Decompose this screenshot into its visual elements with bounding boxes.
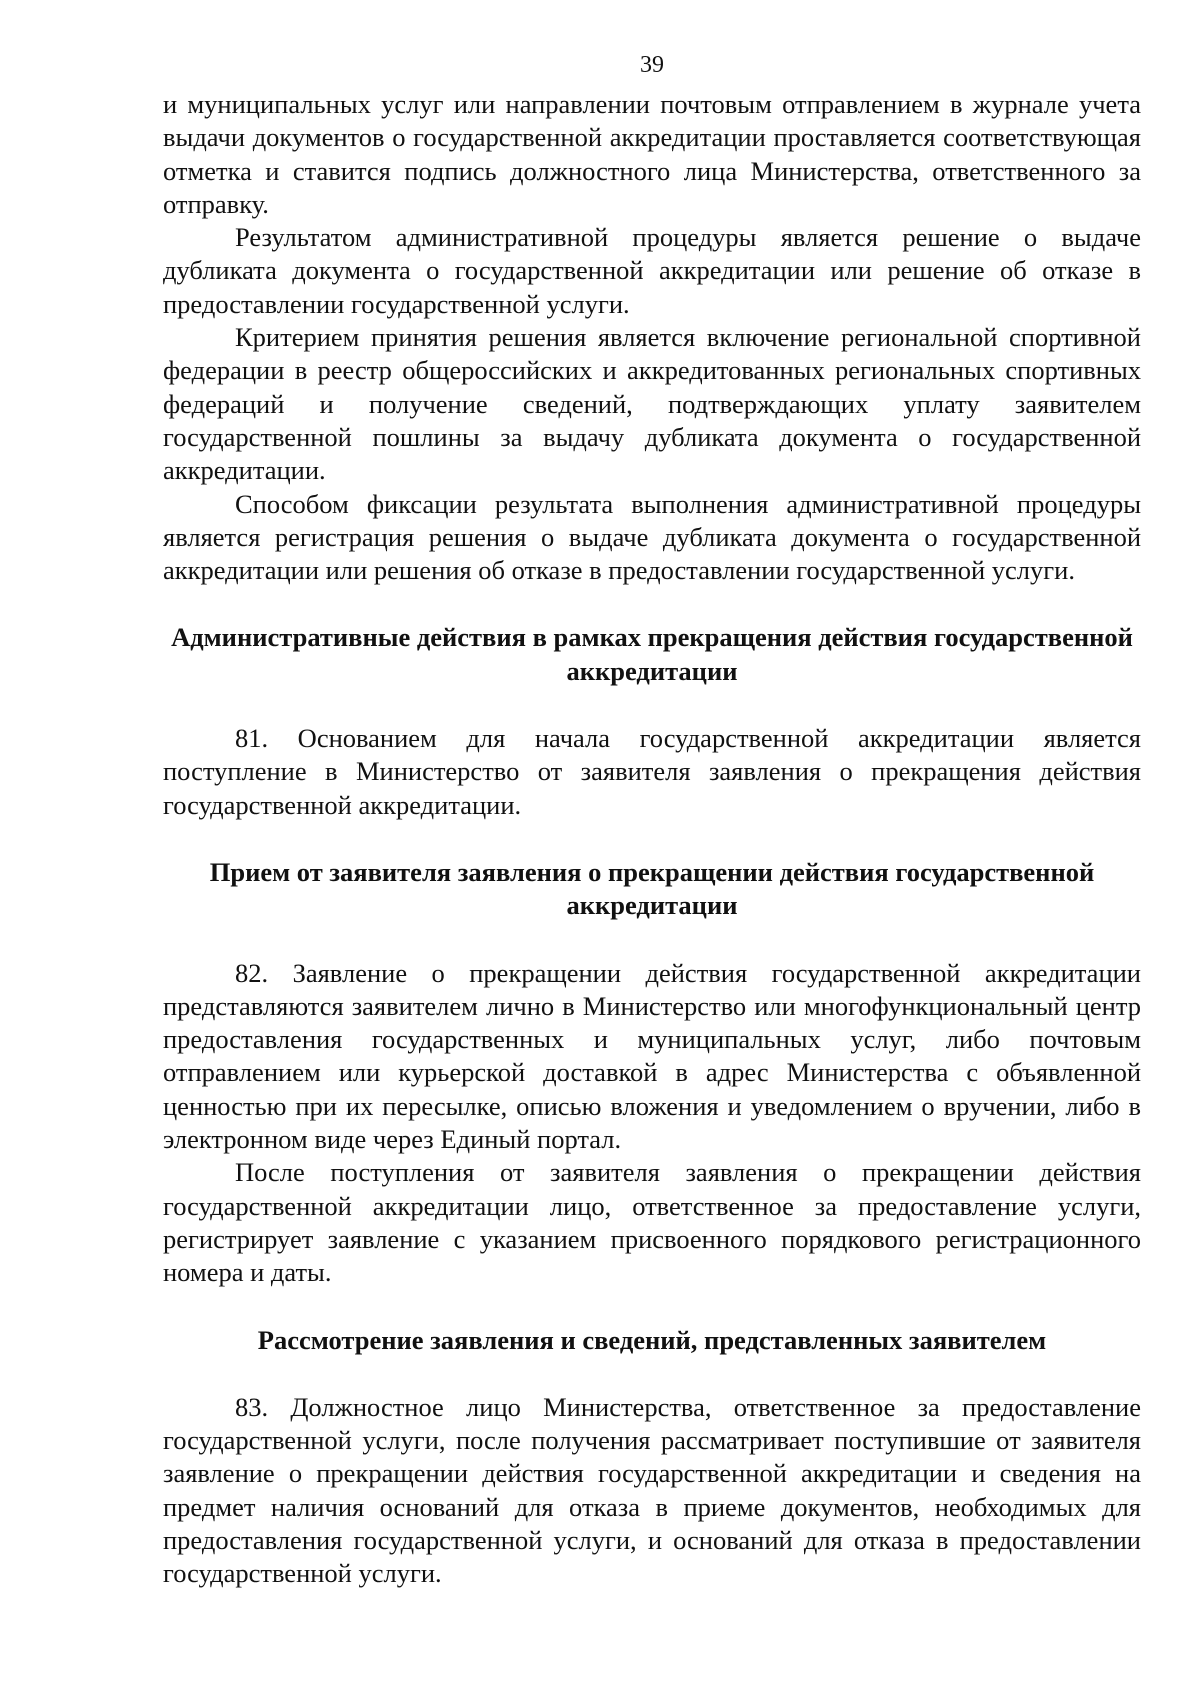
section-heading: Административные действия в рамках прекращения действия государственной аккредитации bbox=[171, 622, 1133, 686]
page-number: 39 bbox=[640, 52, 664, 78]
section-heading: Рассмотрение заявления и сведений, представленных заявителем bbox=[257, 1324, 1047, 1355]
paragraph: Способом фиксации результата выполнения административной процедуры является регистрация решения о выдаче дубликата документа о государственной аккредитации или решения об отказе в предоставлении государственной услуги. bbox=[163, 488, 1141, 586]
section-heading: Прием от заявителя заявления о прекращении действия государственной аккредитации bbox=[209, 856, 1095, 921]
paragraph: и муниципальных услуг или направлении почтовым отправлением в журнале учета выдачи документов о государственной аккредитации проставляется соответствующая отметка и ставится подпись должностного лица Министерства, ответственного за отправку. bbox=[163, 89, 1141, 219]
paragraph: 82. Заявление о прекращении действия государственной аккредитации представляются заявителем лично в Министерство или многофункциональный центр предоставления государственных и муниципальных услуг, либо почтовым отправлением или курьерской доставкой в адрес Министерства с объявленной ценностью при их пересылке, описью вложения и уведомлением о вручении, либо в электронном виде через Единый портал. bbox=[163, 957, 1141, 1155]
paragraph: Результатом административной процедуры является решение о выдаче дубликата документа о государственной аккредитации или решение об отказе в предоставлении государственной услуги. bbox=[163, 222, 1141, 319]
paragraph: После поступления от заявителя заявления о прекращении действия государственной аккредитации лицо, ответственное за предоставление услуги, регистрирует заявление с указанием присвоенного порядкового регистрационного номера и даты. bbox=[163, 1157, 1141, 1288]
paragraph: 81. Основанием для начала государственной аккредитации является поступление в Министерство от заявителя заявления о прекращения действия государственной аккредитации. bbox=[163, 723, 1141, 820]
paragraph: 83. Должностное лицо Министерства, ответственное за предоставление государственной услуги, после получения рассматривает поступившие от заявителя заявление о прекращении действия государственной аккредитации и сведения на предмет наличия оснований для отказа в приеме документов, необходимых для предоставления государственной услуги, и оснований для отказа в предоставлении государственной услуги. bbox=[163, 1391, 1141, 1589]
paragraph: Критерием принятия решения является включение региональной спортивной федерации в реестр общероссийских и аккредитованных региональных спортивных федераций и получение сведений, подтверждающих уплату заявителем государственной пошлины за выдачу дубликата документа о государственной аккредитации. bbox=[163, 322, 1141, 486]
document-page bbox=[163, 50, 1141, 1591]
